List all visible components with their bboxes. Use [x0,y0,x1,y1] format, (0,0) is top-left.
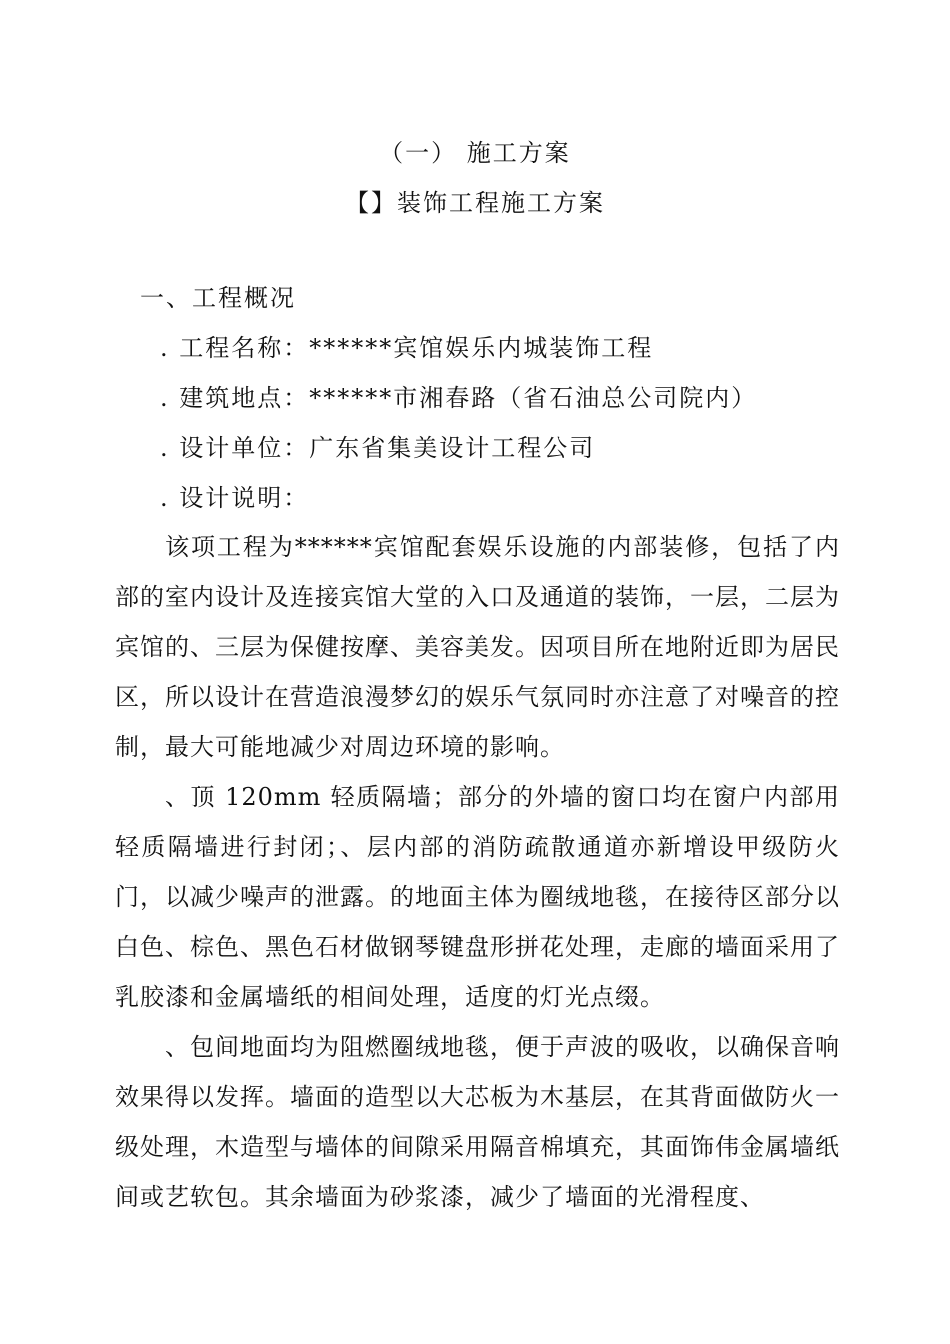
body-paragraph: 、包间地面均为阻燃圈绒地毯，便于声波的吸收，以确保音响效果得以发挥。墙面的造型以大芯板为木基层，在其背面做防火一级处理，木造型与墙体的间隙采用隔音棉填充，其面饰伟金属墙纸间或艺软包。其余墙面为砂浆漆，减少了墙面的光滑程度、 [115,1033,840,1211]
body-paragraph: 、顶 120mm 轻质隔墙；部分的外墙的窗口均在窗户内部用轻质隔墙进行封闭；、层内部的消防疏散通道亦新增设甲级防火门，以减少噪声的泄露。的地面主体为圈绒地毯，在接待区部分以白色、棕色、黑色石材做钢琴键盘形拼花处理，走廊的墙面采用了乳胶漆和金属墙纸的相间处理，适度的灯光点缀。 [115,783,840,1011]
document-subtitle: 【】装饰工程施工方案 [345,189,605,217]
list-item: . 设计说明： [160,484,310,512]
document-title: （一） 施工方案 [379,139,571,167]
list-item: . 设计单位：广东省集美设计工程公司 [160,434,596,462]
list-item: . 建筑地点：******市湘春路（省石油总公司院内） [160,384,758,412]
body-paragraph: 该项工程为******宾馆配套娱乐设施的内部装修，包括了内部的室内设计及连接宾馆大堂的入口及通道的装饰，一层，二层为宾馆的、三层为保健按摩、美容美发。因项目所在地附近即为居民区，所以设计在营造浪漫梦幻的娱乐气氛同时亦注意了对噪音的控制，最大可能地减少对周边环境的影响。 [115,533,840,761]
list-item: . 工程名称：******宾馆娱乐内城装饰工程 [160,334,654,362]
section-heading: 一、工程概况 [140,284,296,312]
